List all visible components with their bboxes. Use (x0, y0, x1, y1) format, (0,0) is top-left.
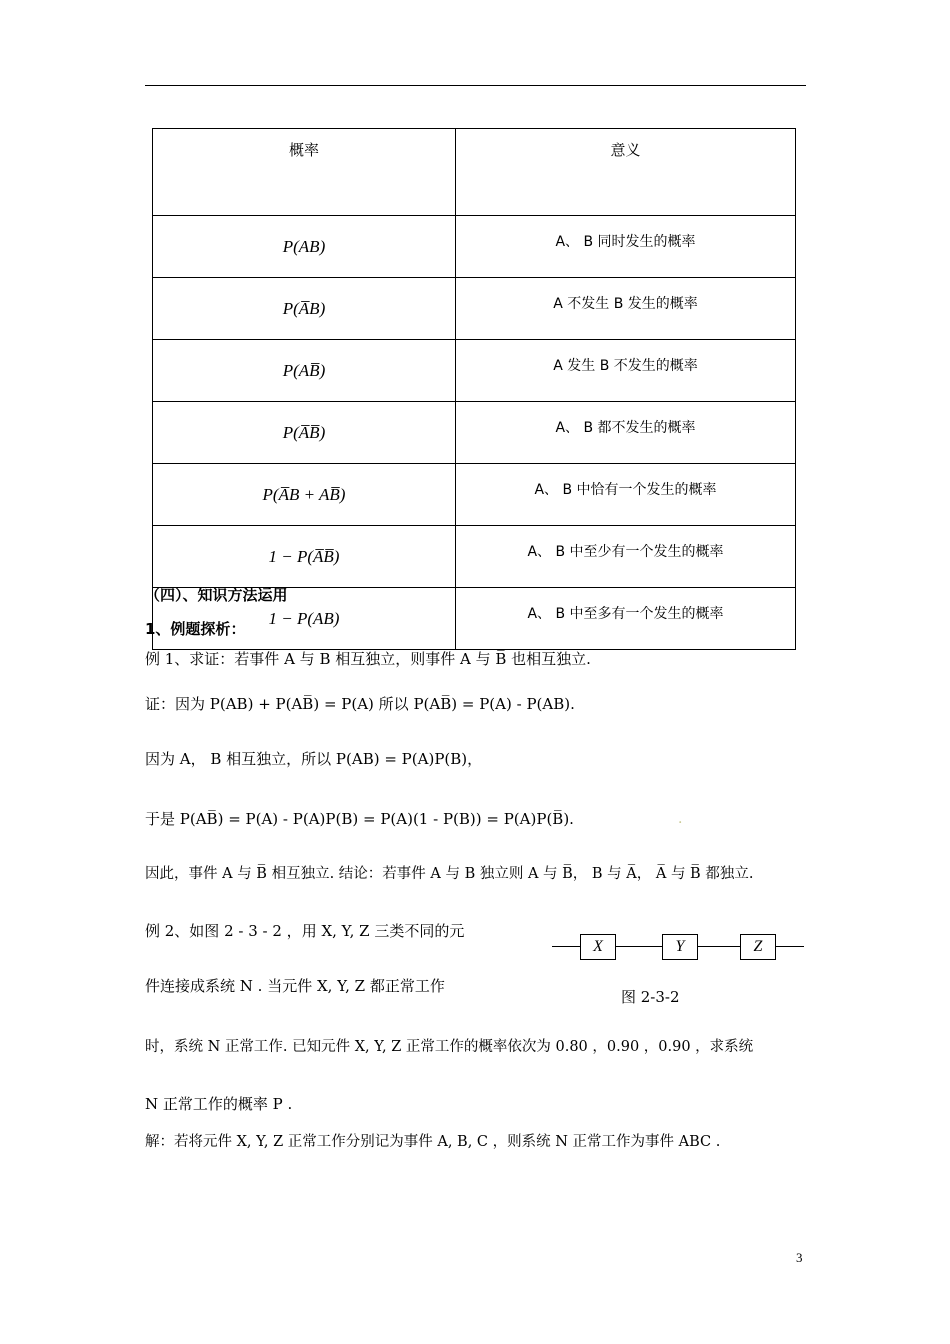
row-meaning: A 不发生 B 发生的概率 (456, 278, 796, 340)
page-number: 3 (796, 1250, 803, 1265)
table-row (153, 216, 796, 278)
row-meaning: A、 B 中恰有一个发生的概率 (456, 464, 796, 526)
table-header-row (153, 129, 796, 216)
row-expression: P(A̅B̅) (153, 402, 456, 464)
header-probability: 概率 (153, 129, 456, 216)
decorative-dot: · (678, 815, 683, 831)
component-x-box: X (580, 934, 616, 960)
row-expression: P(A̅B) (153, 278, 456, 340)
subsection-title: 1、例题探析： (145, 620, 246, 638)
example2-line3: 时，系统 N 正常工作. 已知元件 X, Y, Z 正常工作的概率依次为 0.80 ，0.90 ，0.90 ，求系统 (145, 1039, 754, 1055)
row-meaning: A、 B 都不发生的概率 (456, 402, 796, 464)
table-row (153, 526, 796, 588)
component-y-box: Y (662, 934, 698, 960)
example1-statement: 例 1、求证：若事件 A 与 B 相互独立，则事件 A 与 B̅ 也相互独立. (145, 650, 591, 668)
example1-proof-line2: 因为 A， B 相互独立，所以 P(AB) = P(A)P(B)， (145, 750, 483, 768)
row-expression: 1 − P(AB) (153, 588, 456, 650)
table-row (153, 402, 796, 464)
row-expression: P(AB̅) (153, 340, 456, 402)
example1-proof-line3: 于是 P(AB̅) = P(A) - P(A)P(B) = P(A)(1 - P(B)) = P(A)P(B̅). (145, 810, 574, 828)
example1-proof-line1: 证：因为 P(AB) + P(AB̅) = P(A) 所以 P(AB̅) = P(A) - P(AB). (145, 695, 575, 713)
wire-segment (698, 946, 740, 947)
row-meaning: A、 B 同时发生的概率 (456, 216, 796, 278)
row-expression: P(AB) (153, 216, 456, 278)
table-row (153, 464, 796, 526)
example2-solution: 解：若将元件 X, Y, Z 正常工作分别记为事件 A, B, C ，则系统 N 正常工作为事件 ABC . (145, 1134, 721, 1150)
row-meaning: A 发生 B 不发生的概率 (456, 340, 796, 402)
probability-table (152, 128, 796, 650)
wire-segment (776, 946, 804, 947)
row-expression: 1 − P(A̅B̅) (153, 526, 456, 588)
wire-segment (616, 946, 662, 947)
row-meaning: A、 B 中至少有一个发生的概率 (456, 526, 796, 588)
row-expression: P(A̅B + AB̅) (153, 464, 456, 526)
table-row (153, 340, 796, 402)
figure-caption: 图 2-3-2 (621, 988, 680, 1006)
header-meaning: 意义 (456, 129, 796, 216)
section-title: （四）、知识方法运用 (145, 586, 288, 604)
row-meaning: A、 B 中至多有一个发生的概率 (456, 588, 796, 650)
example2-line4: N 正常工作的概率 P . (145, 1095, 293, 1113)
header-rule (145, 85, 806, 86)
example2-line1: 例 2、如图 2 - 3 - 2 ，用 X, Y, Z 三类不同的元 (145, 922, 465, 940)
example1-conclusion: 因此，事件 A 与 B̅ 相互独立. 结论：若事件 A 与 B 独立则 A 与 B̅， B 与 A̅， A̅ 与 B̅ 都独立. (145, 866, 754, 882)
table-row (153, 278, 796, 340)
component-z-box: Z (740, 934, 776, 960)
example2-line2: 件连接成系统 N . 当元件 X, Y, Z 都正常工作 (145, 977, 445, 995)
wire-segment (552, 946, 582, 947)
